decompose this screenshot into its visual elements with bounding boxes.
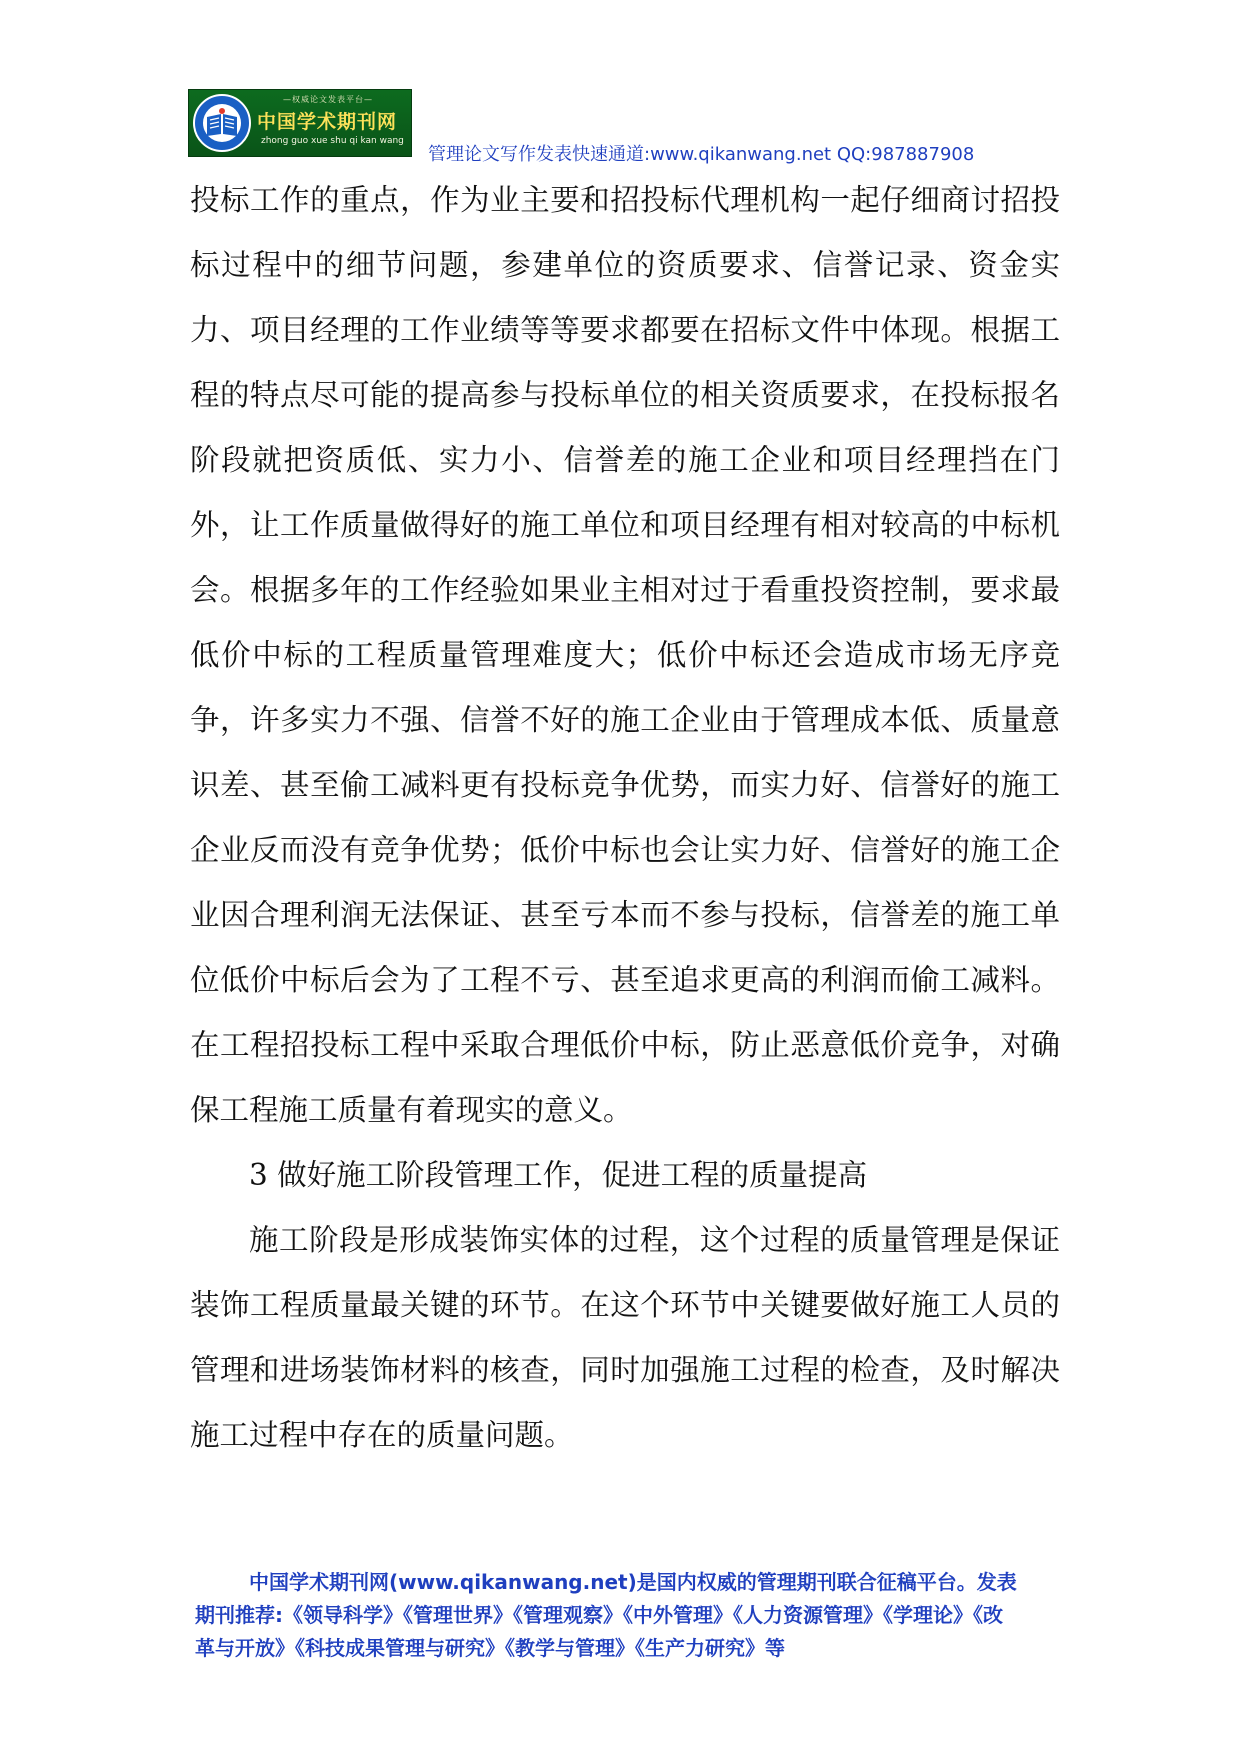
footer-notice xyxy=(195,1566,1065,1665)
section-heading: 3 做好施工阶段管理工作，促进工程的质量提高 xyxy=(249,1158,868,1192)
logo-site-name: 中国学术期刊网 xyxy=(257,111,398,133)
document-body xyxy=(190,168,1060,1468)
footer-line: 期刊推荐:《领导科学》《管理世界》《管理观察》《中外管理》《人力资源管理》《学理论》《改 xyxy=(195,1603,1003,1627)
body-paragraph: 施工阶段是形成装饰实体的过程，这个过程的质量管理是保证装饰工程质量最关键的环节。在这个环节中关键要做好施工人员的管理和进场装饰材料的核查，同时加强施工过程的检查，及时解决施工过程中存在的质量问题。 xyxy=(190,1223,1060,1452)
logo-pinyin: zhong guo xue shu qi kan wang xyxy=(261,136,404,146)
footer-line: 革与开放》《科技成果管理与研究》《教学与管理》《生产力研究》等 xyxy=(195,1636,785,1660)
site-logo[interactable] xyxy=(188,89,412,157)
header-banner[interactable]: 管理论文写作发表快速通道:www.qikanwang.net QQ:987887908 xyxy=(428,144,975,165)
footer-line[interactable]: 中国学术期刊网(www.qikanwang.net)是国内权威的管理期刊联合征稿平台。发表 xyxy=(249,1570,1017,1594)
logo-tagline: —权威论文发表平台— xyxy=(283,95,373,104)
body-paragraph: 投标工作的重点，作为业主要和招投标代理机构一起仔细商讨招投标过程中的细节问题，参建单位的资质要求、信誉记录、资金实力、项目经理的工作业绩等等要求都要在招标文件中体现。根据工程的特点尽可能的提高参与投标单位的相关资质要求，在投标报名阶段就把资质低、实力小、信誉差的施工企业和项目经理挡在门外，让工作质量做得好的施工单位和项目经理有相对较高的中标机会。根据多年的工作经验如果业主相对过于看重投资控制，要求最低价中标的工程质量管理难度大；低价中标还会造成市场无序竞争，许多实力不强、信誉不好的施工企业由于管理成本低、质量意识差、甚至偷工减料更有投标竞争优势，而实力好、信誉好的施工企业反而没有竞争优势；低价中标也会让实力好、信誉好的施工企业因合理利润无法保证、甚至亏本而不参与投标，信誉差的施工单位低价中标后会为了工程不亏、甚至追求更高的利润而偷工减料。在工程招投标工程中采取合理低价中标，防止恶意低价竞争，对确保工程施工质量有着现实的意义。 xyxy=(190,183,1060,1127)
book-seal-icon xyxy=(192,93,252,153)
